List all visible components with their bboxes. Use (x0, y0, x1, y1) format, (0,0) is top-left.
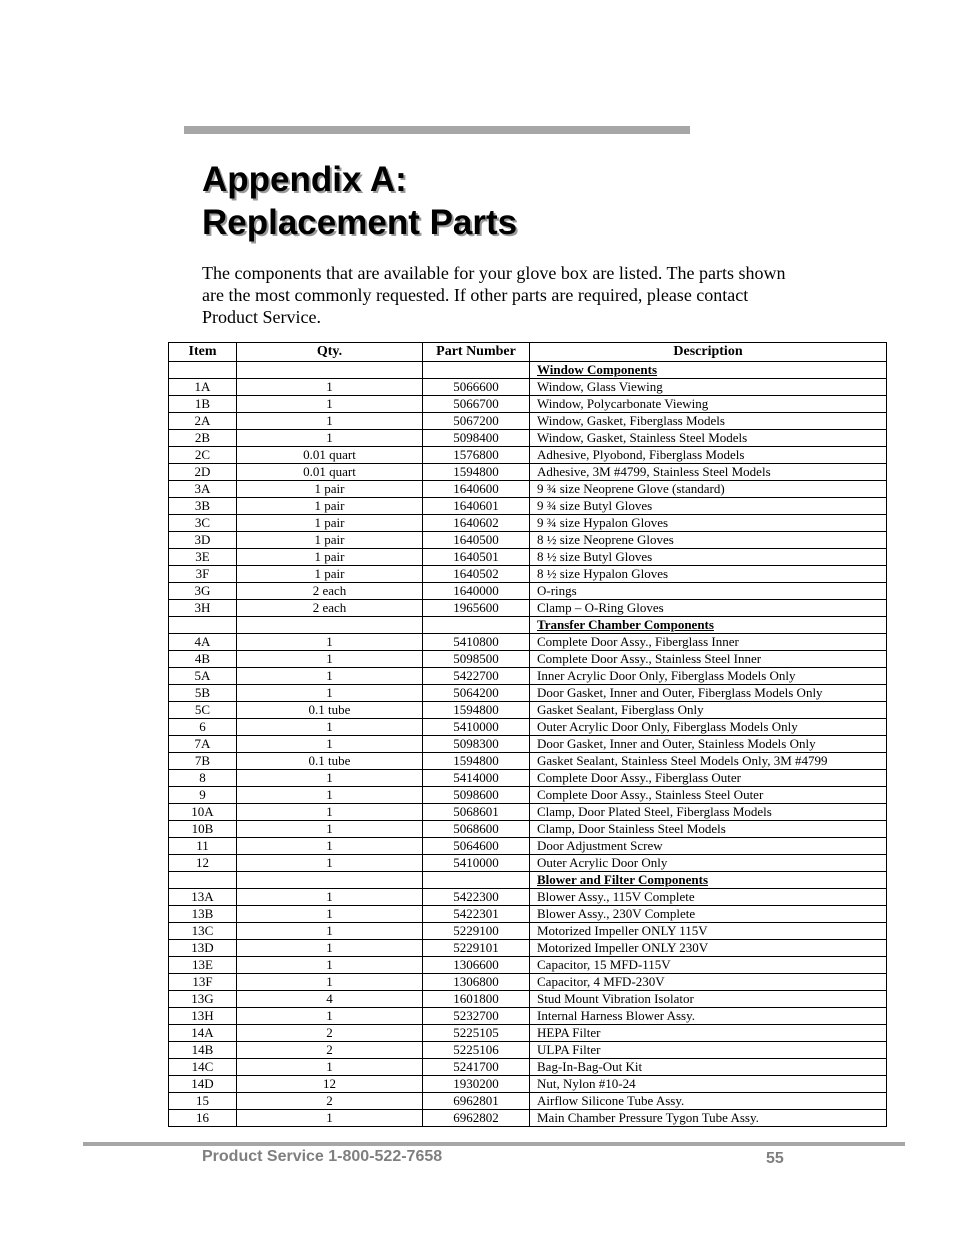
item-cell: 5C (169, 702, 237, 719)
qty-cell: 1 (237, 923, 423, 940)
item-cell: 16 (169, 1110, 237, 1127)
part-number-cell: 5068600 (423, 821, 530, 838)
part-number-cell: 5422301 (423, 906, 530, 923)
item-cell: 5A (169, 668, 237, 685)
item-cell: 15 (169, 1093, 237, 1110)
description-cell: 8 ½ size Neoprene Gloves (530, 532, 887, 549)
part-number-cell: 5232700 (423, 1008, 530, 1025)
qty-cell: 1 (237, 838, 423, 855)
part-number-cell: 5066600 (423, 379, 530, 396)
qty-cell: 1 (237, 974, 423, 991)
description-cell: 8 ½ size Butyl Gloves (530, 549, 887, 566)
table-row (169, 838, 887, 855)
description-cell: ULPA Filter (530, 1042, 887, 1059)
description-cell: 8 ½ size Hypalon Gloves (530, 566, 887, 583)
qty-cell: 2 each (237, 583, 423, 600)
table-row (169, 1008, 887, 1025)
part-number-cell: 5410000 (423, 719, 530, 736)
part-number-cell: 5066700 (423, 396, 530, 413)
item-cell: 2D (169, 464, 237, 481)
qty-cell: 1 (237, 413, 423, 430)
part-number-cell: 5098600 (423, 787, 530, 804)
item-cell: 3A (169, 481, 237, 498)
parts-table-body (169, 362, 887, 1127)
item-cell: 13E (169, 957, 237, 974)
table-row (169, 1093, 887, 1110)
table-row (169, 430, 887, 447)
item-cell: 13F (169, 974, 237, 991)
section-title: Blower and Filter Components (530, 872, 887, 889)
qty-cell: 0.01 quart (237, 447, 423, 464)
table-row (169, 1042, 887, 1059)
table-row (169, 634, 887, 651)
description-cell: Internal Harness Blower Assy. (530, 1008, 887, 1025)
part-number-cell: 5098300 (423, 736, 530, 753)
qty-cell: 1 pair (237, 515, 423, 532)
table-row (169, 974, 887, 991)
qty-cell: 1 pair (237, 549, 423, 566)
qty-cell: 1 (237, 430, 423, 447)
qty-cell: 12 (237, 1076, 423, 1093)
table-header-row (169, 343, 887, 362)
intro-paragraph: The components that are available for your glove box are listed. The parts shown are the most commonly requested. If other parts are required, please contact Product Service. (202, 263, 786, 327)
item-cell: 14A (169, 1025, 237, 1042)
description-cell: Complete Door Assy., Stainless Steel Outer (530, 787, 887, 804)
item-cell: 12 (169, 855, 237, 872)
qty-cell: 1 (237, 940, 423, 957)
item-cell: 8 (169, 770, 237, 787)
part-number-cell: 1594800 (423, 702, 530, 719)
qty-cell: 2 (237, 1042, 423, 1059)
section-title: Transfer Chamber Components (530, 617, 887, 634)
section-header-row (169, 872, 887, 889)
part-number-cell: 5098400 (423, 430, 530, 447)
part-number-cell: 6962801 (423, 1093, 530, 1110)
table-row (169, 855, 887, 872)
item-cell: 13A (169, 889, 237, 906)
qty-cell: 0.1 tube (237, 702, 423, 719)
description-cell: 9 ¾ size Hypalon Gloves (530, 515, 887, 532)
table-row (169, 396, 887, 413)
description-cell: 9 ¾ size Butyl Gloves (530, 498, 887, 515)
item-cell: 3F (169, 566, 237, 583)
table-row (169, 685, 887, 702)
qty-cell: 1 (237, 906, 423, 923)
item-cell: 3E (169, 549, 237, 566)
part-number-cell: 1640500 (423, 532, 530, 549)
description-cell: 9 ¾ size Neoprene Glove (standard) (530, 481, 887, 498)
qty-cell: 1 (237, 889, 423, 906)
description-cell: Adhesive, 3M #4799, Stainless Steel Models (530, 464, 887, 481)
description-cell: Clamp – O-Ring Gloves (530, 600, 887, 617)
table-row (169, 498, 887, 515)
description-cell: Outer Acrylic Door Only, Fiberglass Models Only (530, 719, 887, 736)
footer-service-phone: Product Service 1-800-522-7658 (202, 1148, 443, 1165)
part-number-cell: 1640600 (423, 481, 530, 498)
part-number-cell: 1965600 (423, 600, 530, 617)
table-row (169, 702, 887, 719)
section-header-row (169, 617, 887, 634)
table-row (169, 991, 887, 1008)
empty-cell (237, 362, 423, 379)
table-row (169, 413, 887, 430)
empty-cell (423, 872, 530, 889)
qty-cell: 1 (237, 634, 423, 651)
qty-cell: 2 (237, 1025, 423, 1042)
table-row (169, 600, 887, 617)
page-title (202, 158, 517, 244)
table-row (169, 1059, 887, 1076)
description-cell: Bag-In-Bag-Out Kit (530, 1059, 887, 1076)
table-row (169, 481, 887, 498)
part-number-cell: 1930200 (423, 1076, 530, 1093)
item-cell: 13B (169, 906, 237, 923)
qty-cell: 1 pair (237, 532, 423, 549)
item-cell: 11 (169, 838, 237, 855)
description-cell: O-rings (530, 583, 887, 600)
description-cell: Clamp, Door Plated Steel, Fiberglass Models (530, 804, 887, 821)
title-line-1: Appendix A: (202, 160, 407, 199)
item-cell: 3C (169, 515, 237, 532)
column-header-qty: Qty. (237, 343, 423, 362)
qty-cell: 1 (237, 1008, 423, 1025)
item-cell: 5B (169, 685, 237, 702)
part-number-cell: 1601800 (423, 991, 530, 1008)
qty-cell: 1 (237, 804, 423, 821)
part-number-cell: 1640602 (423, 515, 530, 532)
table-row (169, 940, 887, 957)
part-number-cell: 5225105 (423, 1025, 530, 1042)
part-number-cell: 1594800 (423, 464, 530, 481)
description-cell: Nut, Nylon #10-24 (530, 1076, 887, 1093)
column-header-description: Description (530, 343, 887, 362)
qty-cell: 1 (237, 719, 423, 736)
table-row (169, 515, 887, 532)
description-cell: Outer Acrylic Door Only (530, 855, 887, 872)
part-number-cell: 5229100 (423, 923, 530, 940)
part-number-cell: 1306800 (423, 974, 530, 991)
table-row (169, 668, 887, 685)
header-rule (184, 126, 690, 134)
description-cell: Capacitor, 4 MFD-230V (530, 974, 887, 991)
qty-cell: 1 (237, 668, 423, 685)
description-cell: Door Gasket, Inner and Outer, Stainless Models Only (530, 736, 887, 753)
item-cell: 13C (169, 923, 237, 940)
qty-cell: 1 (237, 736, 423, 753)
qty-cell: 2 (237, 1093, 423, 1110)
description-cell: Complete Door Assy., Fiberglass Outer (530, 770, 887, 787)
item-cell: 14B (169, 1042, 237, 1059)
description-cell: Door Gasket, Inner and Outer, Fiberglass Models Only (530, 685, 887, 702)
table-row (169, 464, 887, 481)
title-line-2: Replacement Parts (202, 203, 518, 242)
qty-cell: 1 (237, 957, 423, 974)
empty-cell (237, 872, 423, 889)
parts-table (168, 342, 887, 1127)
part-number-cell: 5067200 (423, 413, 530, 430)
item-cell: 2C (169, 447, 237, 464)
table-row (169, 379, 887, 396)
item-cell: 2B (169, 430, 237, 447)
description-cell: Motorized Impeller ONLY 115V (530, 923, 887, 940)
table-row (169, 1110, 887, 1127)
part-number-cell: 5410800 (423, 634, 530, 651)
part-number-cell: 5098500 (423, 651, 530, 668)
description-cell: Main Chamber Pressure Tygon Tube Assy. (530, 1110, 887, 1127)
item-cell: 4A (169, 634, 237, 651)
part-number-cell: 1306600 (423, 957, 530, 974)
description-cell: Airflow Silicone Tube Assy. (530, 1093, 887, 1110)
part-number-cell: 5414000 (423, 770, 530, 787)
part-number-cell: 5064200 (423, 685, 530, 702)
table-row (169, 719, 887, 736)
qty-cell: 0.1 tube (237, 753, 423, 770)
table-row (169, 532, 887, 549)
qty-cell: 4 (237, 991, 423, 1008)
qty-cell: 1 pair (237, 481, 423, 498)
qty-cell: 1 (237, 1059, 423, 1076)
qty-cell: 1 (237, 651, 423, 668)
item-cell: 14C (169, 1059, 237, 1076)
column-header-item: Item (169, 343, 237, 362)
qty-cell: 1 (237, 685, 423, 702)
part-number-cell: 5422300 (423, 889, 530, 906)
description-cell: Complete Door Assy., Fiberglass Inner (530, 634, 887, 651)
table-row (169, 447, 887, 464)
column-header-part-number: Part Number (423, 343, 530, 362)
qty-cell: 1 (237, 787, 423, 804)
part-number-cell: 1640502 (423, 566, 530, 583)
description-cell: Complete Door Assy., Stainless Steel Inner (530, 651, 887, 668)
qty-cell: 1 (237, 1110, 423, 1127)
table-row (169, 957, 887, 974)
part-number-cell: 5068601 (423, 804, 530, 821)
item-cell: 13H (169, 1008, 237, 1025)
table-row (169, 1076, 887, 1093)
part-number-cell: 1640501 (423, 549, 530, 566)
description-cell: Window, Glass Viewing (530, 379, 887, 396)
page-number: 55 (766, 1150, 784, 1167)
qty-cell: 1 pair (237, 566, 423, 583)
item-cell: 1B (169, 396, 237, 413)
item-cell: 10A (169, 804, 237, 821)
table-row (169, 804, 887, 821)
qty-cell: 1 (237, 821, 423, 838)
description-cell: Inner Acrylic Door Only, Fiberglass Models Only (530, 668, 887, 685)
description-cell: Motorized Impeller ONLY 230V (530, 940, 887, 957)
part-number-cell: 5064600 (423, 838, 530, 855)
qty-cell: 1 pair (237, 498, 423, 515)
description-cell: HEPA Filter (530, 1025, 887, 1042)
part-number-cell: 5241700 (423, 1059, 530, 1076)
item-cell: 6 (169, 719, 237, 736)
qty-cell: 2 each (237, 600, 423, 617)
empty-cell (169, 362, 237, 379)
table-row (169, 566, 887, 583)
item-cell: 7B (169, 753, 237, 770)
item-cell: 13D (169, 940, 237, 957)
table-row (169, 1025, 887, 1042)
empty-cell (423, 617, 530, 634)
part-number-cell: 5422700 (423, 668, 530, 685)
part-number-cell: 5225106 (423, 1042, 530, 1059)
part-number-cell: 6962802 (423, 1110, 530, 1127)
description-cell: Window, Polycarbonate Viewing (530, 396, 887, 413)
description-cell: Gasket Sealant, Fiberglass Only (530, 702, 887, 719)
empty-cell (423, 362, 530, 379)
item-cell: 3D (169, 532, 237, 549)
item-cell: 9 (169, 787, 237, 804)
description-cell: Gasket Sealant, Stainless Steel Models Only, 3M #4799 (530, 753, 887, 770)
table-row (169, 770, 887, 787)
description-cell: Clamp, Door Stainless Steel Models (530, 821, 887, 838)
item-cell: 7A (169, 736, 237, 753)
description-cell: Adhesive, Plyobond, Fiberglass Models (530, 447, 887, 464)
item-cell: 10B (169, 821, 237, 838)
description-cell: Blower Assy., 230V Complete (530, 906, 887, 923)
item-cell: 1A (169, 379, 237, 396)
table-row (169, 923, 887, 940)
part-number-cell: 5229101 (423, 940, 530, 957)
description-cell: Window, Gasket, Fiberglass Models (530, 413, 887, 430)
part-number-cell: 1640601 (423, 498, 530, 515)
table-row (169, 549, 887, 566)
table-row (169, 583, 887, 600)
section-title: Window Components (530, 362, 887, 379)
item-cell: 14D (169, 1076, 237, 1093)
section-header-row (169, 362, 887, 379)
item-cell: 3G (169, 583, 237, 600)
description-cell: Stud Mount Vibration Isolator (530, 991, 887, 1008)
table-row (169, 736, 887, 753)
qty-cell: 1 (237, 855, 423, 872)
description-cell: Window, Gasket, Stainless Steel Models (530, 430, 887, 447)
qty-cell: 1 (237, 396, 423, 413)
part-number-cell: 1576800 (423, 447, 530, 464)
table-row (169, 753, 887, 770)
qty-cell: 1 (237, 379, 423, 396)
description-cell: Door Adjustment Screw (530, 838, 887, 855)
part-number-cell: 1594800 (423, 753, 530, 770)
table-row (169, 906, 887, 923)
footer-rule (83, 1142, 905, 1146)
part-number-cell: 5410000 (423, 855, 530, 872)
item-cell: 2A (169, 413, 237, 430)
empty-cell (169, 872, 237, 889)
qty-cell: 1 (237, 770, 423, 787)
item-cell: 3H (169, 600, 237, 617)
empty-cell (169, 617, 237, 634)
table-row (169, 821, 887, 838)
table-row (169, 651, 887, 668)
item-cell: 3B (169, 498, 237, 515)
table-row (169, 787, 887, 804)
item-cell: 4B (169, 651, 237, 668)
part-number-cell: 1640000 (423, 583, 530, 600)
description-cell: Blower Assy., 115V Complete (530, 889, 887, 906)
qty-cell: 0.01 quart (237, 464, 423, 481)
item-cell: 13G (169, 991, 237, 1008)
table-row (169, 889, 887, 906)
description-cell: Capacitor, 15 MFD-115V (530, 957, 887, 974)
empty-cell (237, 617, 423, 634)
